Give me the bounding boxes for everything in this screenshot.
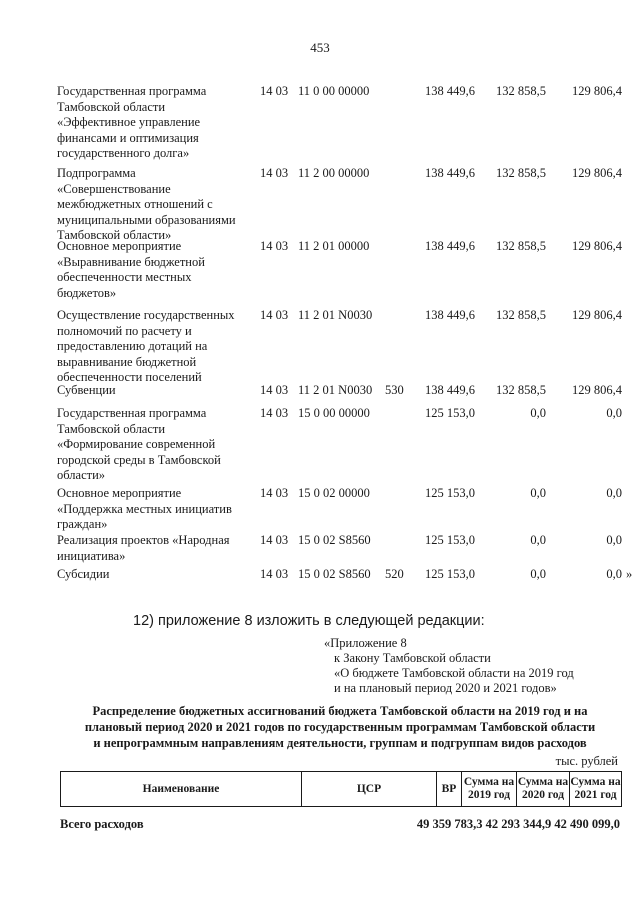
row-vr: 520	[385, 567, 404, 581]
row-csr: 15 0 02 S8560	[298, 567, 371, 581]
row-name-line: финансами и оптимизация	[57, 130, 199, 145]
heading-line: плановый период 2020 и 2021 годов по государственным программам Тамбовской области	[84, 720, 596, 734]
header-vr: ВР	[436, 772, 461, 806]
row-sum-2021: 0,0	[606, 406, 622, 420]
appendix-law-period: и на плановый период 2020 и 2021 годов»	[334, 681, 557, 695]
row-csr: 11 0 00 00000	[298, 84, 370, 98]
row-name-line: межбюджетных отношений с	[57, 197, 213, 211]
row-name-line: обеспеченности поселений	[57, 370, 202, 384]
row-name-line: Основное мероприятие	[57, 239, 182, 253]
row-name-line: «Поддержка местных инициатив	[57, 501, 232, 516]
row-name-line: «Выравнивание бюджетной	[57, 254, 205, 269]
row-sum-2020: 0,0	[530, 533, 546, 547]
row-sum-2019: 125 153,0	[425, 533, 475, 547]
row-name	[57, 239, 252, 301]
row-csr: 11 2 01 N0030	[298, 308, 373, 322]
appendix-note	[324, 636, 574, 696]
header-sum-2019: Сумма на 2019 год	[461, 772, 516, 806]
row-sum-2020: 132 858,5	[496, 383, 546, 397]
row-sum-2021: 129 806,4	[572, 166, 622, 180]
row-csr: 11 2 00 00000	[298, 166, 370, 180]
row-name	[57, 166, 252, 244]
row-name-line: инициатива»	[57, 548, 126, 563]
row-name	[57, 533, 252, 564]
row-name-line: области»	[57, 468, 106, 482]
total-label: Всего расходов	[60, 817, 144, 831]
row-sum-2021: 129 806,4	[572, 308, 622, 322]
appendix-law-title: «О бюджете Тамбовской области на 2019 год	[334, 666, 574, 680]
row-name-line: обеспеченности местных	[57, 270, 192, 284]
row-name-line: Субсидии	[57, 567, 110, 581]
row-sum-2019: 125 153,0	[425, 486, 475, 500]
row-sum-2020: 0,0	[530, 406, 546, 420]
table-header	[60, 771, 622, 807]
row-name-line: «Совершенствование	[57, 181, 171, 196]
row-name-line: Подпрограмма	[57, 166, 136, 180]
row-name-line: Основное мероприятие	[57, 486, 182, 500]
row-sum-2021: 0,0	[606, 567, 622, 581]
row-name-line: полномочий по расчету и	[57, 323, 192, 338]
row-name-line: граждан»	[57, 517, 108, 531]
row-name	[57, 84, 252, 162]
row-name-line: Осуществление государственных	[57, 308, 235, 322]
row-sum-2019: 138 449,6	[425, 84, 475, 98]
row-sum-2019: 138 449,6	[425, 383, 475, 397]
heading-line: и непрограммным направлениям деятельности, группам и подгруппам видов расходов	[93, 736, 587, 750]
row-name	[57, 486, 252, 533]
row-section: 14 03	[260, 486, 289, 500]
row-name-line: выравнивание бюджетной	[57, 354, 197, 369]
row-sum-2020: 132 858,5	[496, 239, 546, 253]
row-name-line: муниципальными образованиями	[57, 212, 236, 227]
row-name-line: бюджетов»	[57, 285, 117, 300]
row-name-line: Тамбовской области	[57, 421, 166, 436]
row-sum-2021: 129 806,4	[572, 84, 622, 98]
row-name	[57, 406, 252, 484]
row-name-line: Тамбовской области	[57, 99, 166, 114]
row-section: 14 03	[260, 567, 289, 581]
row-sum-2021: 0,0	[606, 486, 622, 500]
appendix-law-ref: к Закону Тамбовской области	[334, 651, 491, 665]
appendix-title: «Приложение 8	[324, 636, 407, 650]
row-sum-2020: 132 858,5	[496, 308, 546, 322]
row-name-line: городской среды в Тамбовской	[57, 452, 221, 467]
header-csr: ЦСР	[301, 772, 436, 806]
row-sum-2019: 138 449,6	[425, 308, 475, 322]
row-sum-2019: 125 153,0	[425, 567, 475, 581]
row-name	[57, 567, 252, 583]
row-name-line: Государственная программа	[57, 406, 207, 420]
header-sum-2020: Сумма на 2020 год	[516, 772, 569, 806]
header-sum-2021: Сумма на 2021 год	[569, 772, 621, 806]
row-sum-2020: 132 858,5	[496, 84, 546, 98]
row-csr: 11 2 01 00000	[298, 239, 370, 253]
row-name-line: Субвенции	[57, 383, 116, 397]
row-csr: 15 0 02 00000	[298, 486, 370, 500]
row-sum-2021: 0,0	[606, 533, 622, 547]
row-name	[57, 308, 252, 386]
page-number: 453	[310, 40, 330, 55]
row-section: 14 03	[260, 406, 289, 420]
row-name-line: Государственная программа	[57, 84, 207, 98]
row-sum-2020: 132 858,5	[496, 166, 546, 180]
row-name	[57, 383, 252, 399]
row-sum-2019: 125 153,0	[425, 406, 475, 420]
row-sum-2019: 138 449,6	[425, 239, 475, 253]
row-sum-2021: 129 806,4	[572, 239, 622, 253]
row-sum-2021: 129 806,4	[572, 383, 622, 397]
row-name-line: предоставлению дотаций на	[57, 339, 208, 353]
row-section: 14 03	[260, 533, 289, 547]
row-section: 14 03	[260, 383, 289, 397]
row-vr: 530	[385, 383, 404, 397]
row-name-line: «Формирование современной	[57, 437, 216, 451]
row-name-line: государственного долга»	[57, 146, 190, 160]
amendment-instruction: 12) приложение 8 изложить в следующей редакции:	[133, 613, 485, 629]
row-section: 14 03	[260, 166, 289, 180]
header-name: Наименование	[142, 782, 220, 795]
row-name-line: Реализация проектов «Народная	[57, 533, 230, 547]
heading-line: Распределение бюджетных ассигнований бюджета Тамбовской области на 2019 год и на	[92, 704, 588, 718]
row-csr: 11 2 01 N0030	[298, 383, 373, 397]
row-name-line: Тамбовской области»	[57, 228, 172, 242]
row-csr: 15 0 00 00000	[298, 406, 370, 420]
row-sum-2020: 0,0	[530, 567, 546, 581]
row-name-line: «Эффективное управление	[57, 115, 201, 129]
row-section: 14 03	[260, 84, 289, 98]
row-csr: 15 0 02 S8560	[298, 533, 371, 547]
total-values: 49 359 783,3 42 293 344,9 42 490 099,0	[416, 817, 620, 831]
document-heading	[60, 703, 620, 751]
row-section: 14 03	[260, 308, 289, 322]
unit-note: тыс. рублей	[555, 754, 618, 768]
row-sum-2019: 138 449,6	[425, 166, 475, 180]
closing-quote: »	[626, 567, 633, 581]
row-section: 14 03	[260, 239, 289, 253]
row-sum-2020: 0,0	[530, 486, 546, 500]
